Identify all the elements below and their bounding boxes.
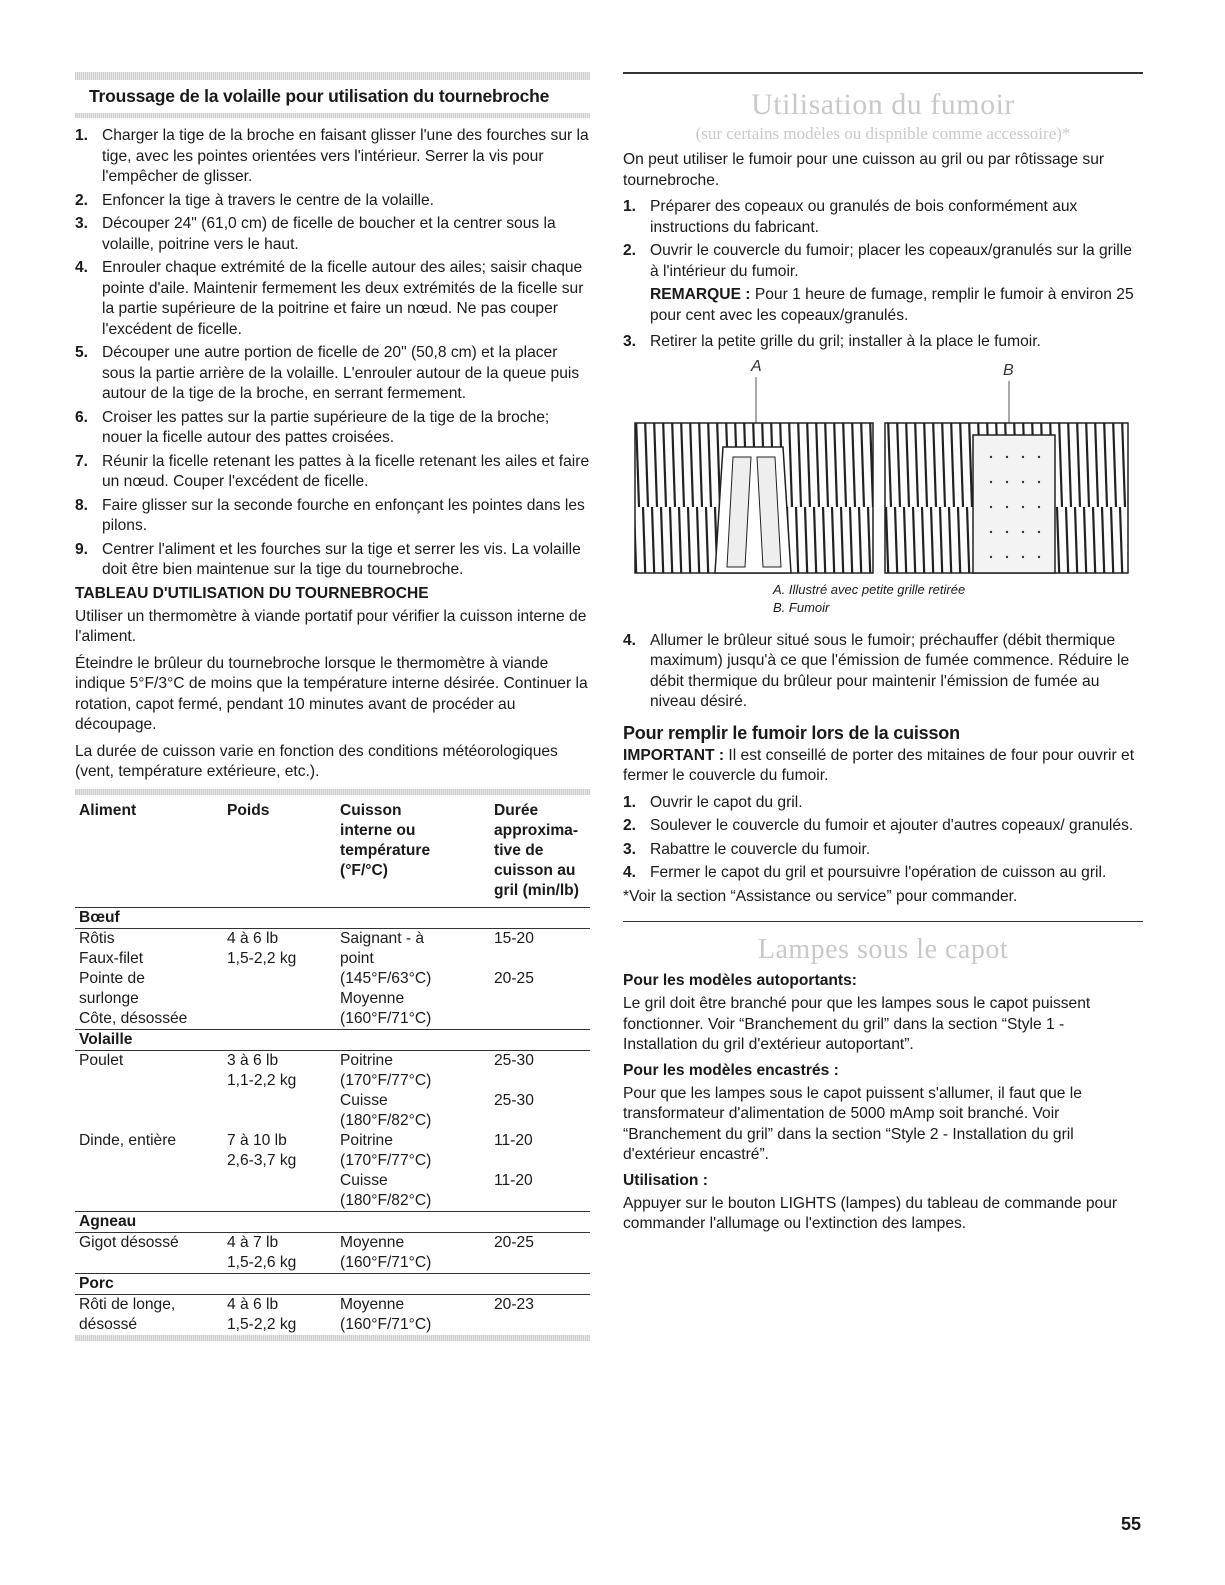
category-row [75, 1211, 590, 1232]
smoker-step-4 [623, 631, 1143, 713]
trussing-steps [75, 126, 590, 581]
list-item [623, 332, 1143, 353]
step-text: Fermer le capot du gril et poursuivre l'opération de cuisson au gril. [650, 864, 1107, 881]
step-text: Préparer des copeaux ou granulés de bois conformément aux instructions du fabricant. [650, 198, 1078, 236]
table-heading: TABLEAU D'UTILISATION DU TOURNEBROCHE [75, 584, 429, 602]
step-number: 2. [623, 242, 637, 259]
step-number: 4. [623, 864, 637, 881]
cell-aliment: Poulet [79, 1051, 124, 1069]
paragraph: Éteindre le brûleur du tournebroche lorsque le thermomètre à viande indique 5°F/3°C de moins que la température interne désirée. Continuer la rotation, capot fermé, pendant 10 minutes avant de procéder au découpage. [75, 654, 588, 733]
header-line: (°F/°C) [340, 861, 388, 879]
builtin-text: Pour que les lampes sous le capot puissent s'allumer, il faut que le transformateur d'alimentation de 5000 mAmp soit branché. Voir “Branchement du gril” dans la section “Style 2 - Installation du gril d'extérieur encastré”. [623, 1084, 1082, 1163]
header-poids [223, 795, 336, 908]
list-item [623, 793, 1143, 814]
cell-poids: 4 à 6 lb 1,5-2,2 kg [227, 1295, 297, 1333]
step-text: Rabattre le couvercle du fumoir. [650, 840, 871, 858]
smoker-intro: On peut utiliser le fumoir pour une cuisson au gril ou par rôtissage sur tournebroche. [623, 151, 1105, 189]
step-text: Ouvrir le capot du gril. [650, 793, 803, 811]
remarque-label: REMARQUE : [650, 286, 751, 303]
header-cuisson [336, 795, 490, 908]
step-text: Allumer le brûleur situé sous le fumoir; préchauffer (débit thermique maximum) jusqu'à ce que l'émission de fumée commence. Réduire le débit thermique du brûleur pour maintenir l'émission de fumée au niveau désiré. [650, 631, 1130, 710]
step-text: Découper 24" (61,0 cm) de ficelle de boucher et la centrer sous la volaille, poitrine vers le haut. [102, 215, 556, 253]
header-duree [490, 795, 590, 908]
header-line: gril (min/lb) [494, 881, 579, 899]
list-item [75, 258, 590, 340]
section-rule [623, 72, 1143, 74]
category-row [75, 1029, 590, 1050]
cell-aliment: Rôtis Faux-filet Pointe de surlonge Côte, désossée [79, 929, 188, 1027]
cell-aliment: Dinde, entière [79, 1131, 177, 1149]
table-header-row [75, 795, 590, 908]
header-line: Cuisson [340, 801, 402, 819]
category-row [75, 1273, 590, 1294]
step-number: 1. [623, 793, 637, 811]
header-line: Durée [494, 801, 539, 819]
step-text: Retirer la petite grille du gril; installer à la place le fumoir. [650, 333, 1041, 350]
category-name: Porc [75, 1273, 590, 1294]
table-rule [75, 1335, 590, 1341]
step-number: 9. [75, 540, 89, 558]
label-b: B [1003, 361, 1014, 379]
header-line: tive de [494, 841, 544, 859]
paragraph: La durée de cuisson varie en fonction des conditions météorologiques (vent, température extérieure, etc.). [75, 742, 558, 780]
cell-duree: 11-20 11-20 [494, 1131, 533, 1189]
step-text: Ouvrir le couvercle du fumoir; placer les copeaux/granulés sur la grille à l'intérieur du fumoir. [650, 242, 1132, 280]
figure-caption-b: B. Fumoir [773, 599, 830, 615]
cell-duree: 25-30 25-30 [494, 1051, 534, 1109]
step-number: 3. [75, 215, 89, 232]
category-name: Bœuf [75, 907, 590, 928]
list-item [75, 408, 590, 449]
step-text: Soulever le couvercle du fumoir et ajouter d'autres copeaux/ granulés. [650, 817, 1134, 834]
list-item [623, 816, 1143, 837]
use-heading: Utilisation : [623, 1171, 708, 1189]
cell-cuisson: Poitrine (170°F/77°C) Cuisse (180°F/82°C) [340, 1051, 432, 1129]
refill-steps [623, 793, 1143, 884]
list-item [623, 631, 1143, 713]
step-number: 8. [75, 496, 89, 514]
trussing-title: Troussage de la volaille pour utilisation du tournebroche [89, 86, 550, 106]
list-item [75, 496, 590, 537]
header-line: cuisson au [494, 861, 576, 879]
cell-duree: 20-23 [494, 1295, 534, 1313]
cell-cuisson: Moyenne (160°F/71°C) [340, 1233, 432, 1271]
cell-poids: 3 à 6 lb 1,1-2,2 kg [227, 1051, 297, 1089]
list-item [623, 241, 1143, 282]
list-item [75, 452, 590, 493]
list-item [75, 343, 590, 405]
cell-cuisson: Poitrine (170°F/77°C) Cuisse (180°F/82°C) [340, 1131, 432, 1209]
footnote: *Voir la section “Assistance ou service” pour commander. [623, 887, 1018, 905]
grill-left [635, 423, 873, 573]
rotisserie-table [75, 795, 590, 1335]
cell-poids: 4 à 6 lb 1,5-2,2 kg [227, 929, 297, 967]
refill-heading: Pour remplir le fumoir lors de la cuisson [623, 722, 960, 743]
step-text: Faire glisser sur la seconde fourche en enfonçant les pointes dans les pilons. [102, 496, 585, 534]
category-row [75, 907, 590, 928]
smoker-figure [623, 357, 1143, 577]
rotisserie-paragraphs [75, 607, 590, 783]
list-item [623, 197, 1143, 238]
step-number: 5. [75, 344, 89, 361]
paragraph: Utiliser un thermomètre à viande portatif pour vérifier la cuisson interne de l'aliment. [75, 607, 587, 645]
important-note [623, 746, 1143, 787]
header-line: interne ou [340, 821, 416, 839]
step-text: Enfoncer la tige à travers le centre de la volaille. [102, 191, 434, 209]
cell-aliment: Gigot désossé [79, 1233, 179, 1251]
freestanding-text: Le gril doit être branché pour que les lampes sous le capot puissent fonctionner. Voir “Branchement du gril” dans la section “Style 1 - Installation du gril d'extérieur autoportant”. [623, 995, 1091, 1053]
step-number: 3. [623, 333, 637, 350]
step-number: 2. [75, 191, 89, 209]
figure-caption-a: A. Illustré avec petite grille retirée [773, 581, 966, 597]
header-aliment [75, 795, 223, 908]
list-item [623, 840, 1143, 861]
header-line: Aliment [79, 801, 137, 819]
cell-duree: 15-20 20-25 [494, 929, 534, 987]
lamps-title: Lampes sous le capot [757, 934, 1009, 965]
important-label: IMPORTANT : [623, 746, 725, 764]
table-row [75, 1050, 590, 1131]
page-number: 55 [1120, 1514, 1141, 1534]
table-row [75, 1131, 590, 1212]
cell-cuisson: Moyenne (160°F/71°C) [340, 1295, 432, 1333]
step-text: Découper une autre portion de ficelle de 20" (50,8 cm) et la placer sous la partie arrière de la volaille. L'enrouler autour de la queue puis autour de la tige de la broche, en serrant fermement. [102, 344, 580, 402]
grill-right [885, 423, 1128, 573]
remarque-text: Pour 1 heure de fumage, remplir le fumoir à environ 25 pour cent avec les copeaux/granulés. [650, 286, 1134, 324]
builtin-heading: Pour les modèles encastrés : [623, 1061, 839, 1079]
list-item [75, 191, 590, 212]
table-row [75, 928, 590, 1029]
step-text: Réunir la ficelle retenant les pattes à la ficelle retenant les ailes et faire un nœud. Couper l'excédent de ficelle. [102, 452, 590, 490]
smoker-step-3 [623, 332, 1143, 353]
grill-illustration [623, 357, 1143, 577]
smoker-title: Utilisation du fumoir [751, 88, 1015, 121]
header-line: approxima- [494, 821, 579, 839]
right-column [623, 72, 1143, 1241]
use-text: Appuyer sur le bouton LIGHTS (lampes) du tableau de commande pour commander l'allumage ou l'extinction des lampes. [623, 1194, 1118, 1232]
smoker-steps [623, 197, 1143, 282]
left-column [75, 72, 590, 1341]
step-text: Enrouler chaque extrémité de la ficelle autour des ailes; saisir chaque pointe d'aile. Maintenir fermement les deux extrémités de la ficelle sur la partie supérieure de la poitrine et faire un nœud. Ne pas couper l'excédent de ficelle. [102, 259, 584, 338]
list-item [75, 214, 590, 255]
section-rule [623, 921, 1143, 922]
step-number: 4. [623, 631, 637, 649]
cell-cuisson: Saignant - à point (145°F/63°C) Moyenne (160°F/71°C) [340, 929, 432, 1027]
section-rule [75, 113, 590, 118]
cell-poids: 4 à 7 lb 1,5-2,6 kg [227, 1233, 297, 1271]
list-item [75, 126, 590, 188]
header-line: Poids [227, 801, 270, 819]
remarque [623, 285, 1143, 326]
category-name: Volaille [75, 1029, 590, 1050]
step-number: 2. [623, 817, 637, 834]
step-number: 4. [75, 259, 89, 276]
step-number: 6. [75, 408, 89, 426]
cell-poids: 7 à 10 lb 2,6-3,7 kg [227, 1131, 297, 1169]
step-number: 1. [75, 127, 89, 144]
step-number: 1. [623, 198, 637, 215]
cell-aliment: Rôti de longe, désossé [79, 1295, 176, 1333]
step-text: Croiser les pattes sur la partie supérieure de la tige de la broche; nouer la ficelle autour des pattes croisées. [102, 408, 550, 446]
table-row [75, 1232, 590, 1273]
smoker-subtitle: (sur certains modèles ou dispnible comme accessoire)* [695, 124, 1071, 143]
step-text: Centrer l'aliment et les fourches sur la tige et serrer les vis. La volaille doit être bien maintenue sur la tige du tournebroche. [102, 540, 581, 578]
cell-duree: 20-25 [494, 1233, 534, 1251]
label-a: A [751, 357, 762, 375]
table-row [75, 1294, 590, 1335]
category-name: Agneau [75, 1211, 590, 1232]
header-line: température [340, 841, 431, 859]
step-text: Charger la tige de la broche en faisant glisser l'une des fourches sur la tige, avec les pointes orientées vers l'intérieur. Serrer la vis pour l'empêcher de glisser. [102, 127, 589, 185]
step-number: 3. [623, 840, 637, 858]
list-item [75, 540, 590, 581]
freestanding-heading: Pour les modèles autoportants: [623, 972, 857, 989]
important-text: Il est conseillé de porter des mitaines de four pour ouvrir et fermer le couvercle du fumoir. [623, 746, 1135, 784]
section-rule [75, 72, 590, 80]
list-item [623, 863, 1143, 884]
step-number: 7. [75, 452, 89, 470]
